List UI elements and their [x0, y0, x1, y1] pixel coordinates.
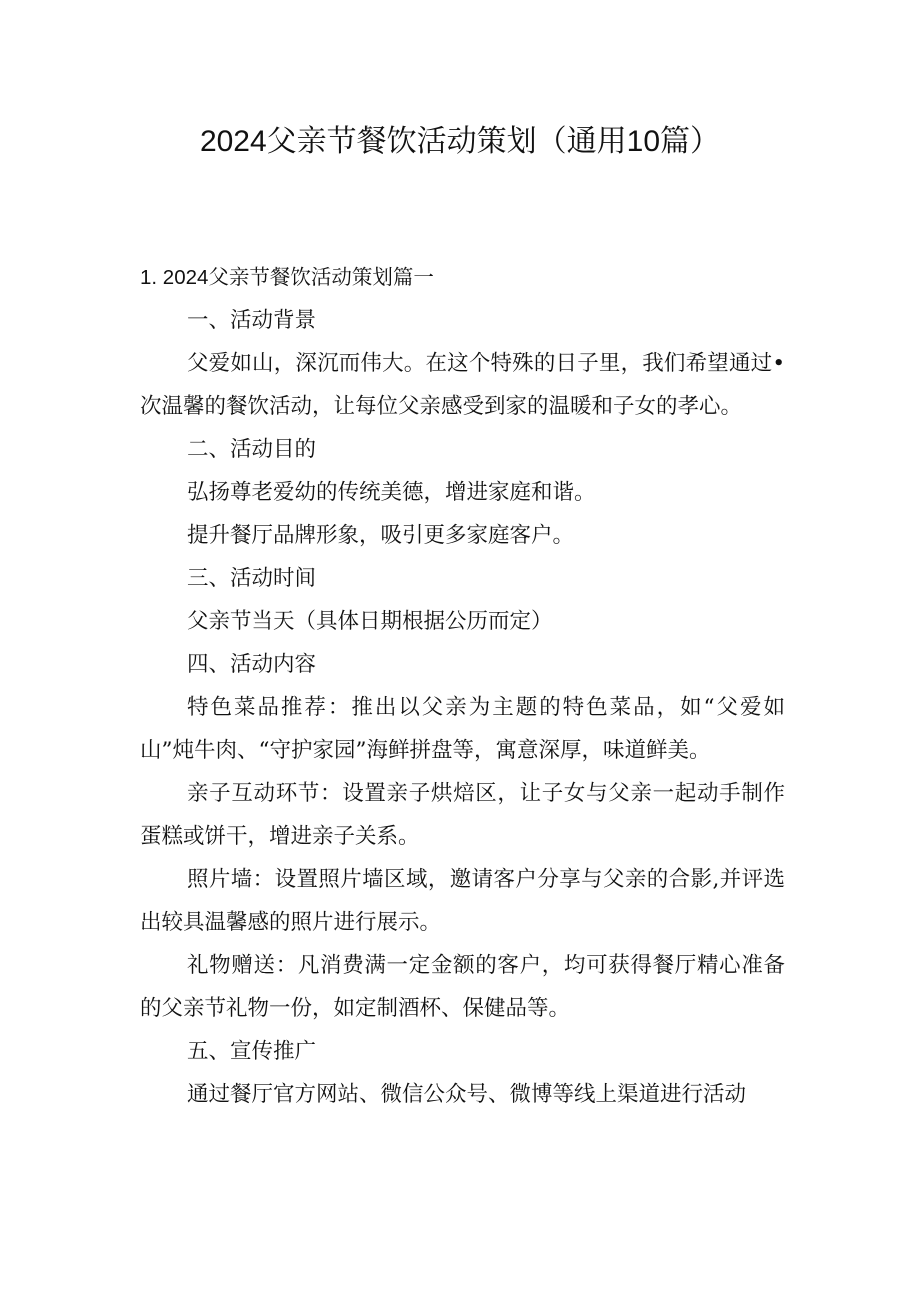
section-heading-time: 三、活动时间	[187, 566, 317, 591]
paragraph-gift-giving: 礼物赠送：凡消费满一定金额的客户，均可获得餐厅精心准备的父亲节礼物一份，如定制酒杯、保健品等。	[140, 953, 785, 1021]
paragraph-purpose-2: 提升餐厅品牌形象，吸引更多家庭客户。	[187, 523, 575, 548]
paragraph-featured-dishes: 特色菜品推荐：推出以父亲为主题的特色菜品，如“父爱如山”炖牛肉、“守护家园”海鲜拼盘等，寓意深厚，味道鲜美。	[140, 695, 785, 763]
paragraph-promotion: 通过餐厅官方网站、微信公众号、微博等线上渠道进行活动	[187, 1082, 747, 1107]
section-heading-background: 一、活动背景	[187, 308, 317, 333]
section-heading-content: 四、活动内容	[187, 652, 317, 677]
chapter-heading: 1. 2024父亲节餐饮活动策划篇一	[140, 266, 434, 289]
paragraph-photo-wall: 照片墙：设置照片墙区域，邀请客户分享与父亲的合影,并评选出较具温馨感的照片进行展示。	[140, 867, 785, 935]
section-heading-promotion: 五、宣传推广	[187, 1039, 317, 1064]
paragraph-parent-child-interaction: 亲子互动环节：设置亲子烘焙区，让子女与父亲一起动手制作蛋糕或饼干，增进亲子关系。	[140, 781, 785, 849]
paragraph-background: 父爱如山，深沉而伟大。在这个特殊的日子里，我们希望通过•次温馨的餐饮活动，让每位父亲感受到家的温暖和子女的孝心。	[140, 351, 785, 419]
section-heading-purpose: 二、活动目的	[187, 437, 317, 462]
document-body	[140, 256, 785, 1116]
document-title: 2024父亲节餐饮活动策划（通用10篇）	[199, 125, 721, 158]
paragraph-time: 父亲节当天（具体日期根据公历而定）	[187, 609, 553, 634]
paragraph-purpose-1: 弘扬尊老爱幼的传统美德，增进家庭和谐。	[187, 480, 596, 505]
